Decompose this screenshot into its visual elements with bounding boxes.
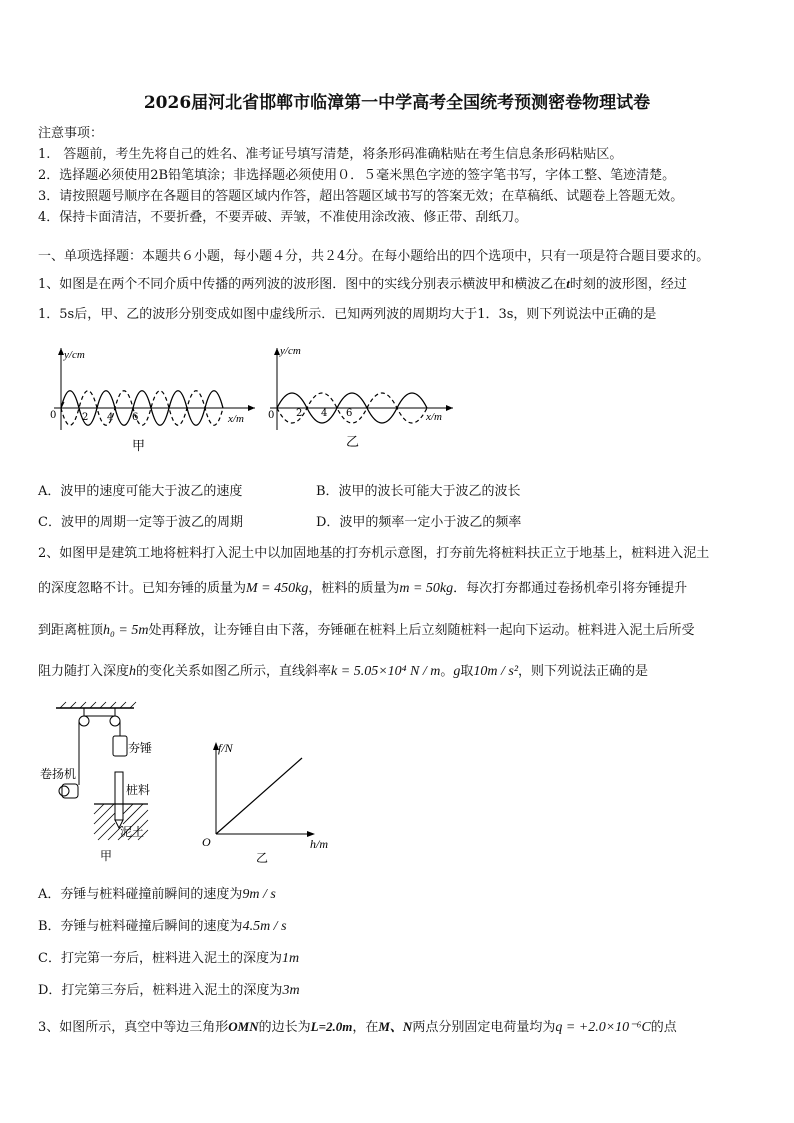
q1-text-b: 时刻的波形图，经过 [569,277,687,292]
notice-heading: 注意事项： [38,126,104,141]
q2-l4-c: 。 [440,664,454,679]
q1-line2: 1．5s后，甲、乙的波形分别变成如图中虚线所示．已知两列波的周期均大于1．3s，则下列说法中正确的是 [38,307,657,322]
q2-option-c [38,947,299,967]
option-math: 4.5m / s [242,919,287,934]
q1-option-b: B．波甲的波长可能大于波乙的波长 [316,484,521,499]
label-pile: 桩料 [126,783,151,797]
label-soil: 泥土 [120,825,145,839]
q2-g-value: 10m / s² [473,664,519,679]
section-heading: 一、单项选择题：本题共６小题，每小题４分，共２4分。在每小题给出的四个选项中，只有一项是符合题目要求的。 [38,249,710,264]
page-title: 2026届河北省邯郸市临漳第一中学高考全国统考预测密卷物理试卷 [143,93,651,113]
tick-2: 2 [296,408,303,419]
pulley-right-icon [110,716,120,726]
q2-option-a [38,883,276,903]
q3-c: ，在 [352,1020,379,1035]
q1-option-c: C．波甲的周期一定等于波乙的周期 [38,515,243,530]
label-hammer: 夯锤 [128,741,153,755]
x-label: h/m [310,837,328,851]
x-axis-arrow [446,405,453,411]
q2-l4-a: 阻力随打入深度 [38,664,130,679]
x-label: x/m [426,411,442,423]
q2-l2-a: 的深度忽略不计。已知夯锤的质量为 [38,581,247,596]
y-label: f/N [218,741,233,755]
pile-icon [115,772,123,820]
pulley-left-icon [79,716,89,726]
option-text: A．夯锤与桩料碰撞前瞬间的速度为 [38,887,243,902]
q2-l2-c: ．每次打夯都通过卷扬机牵引将夯锤提升 [453,581,688,596]
ceiling-hatch [60,702,136,708]
origin-label: 0 [50,410,57,421]
q3-e: 的点 [650,1020,677,1035]
option-math: 1m [281,951,300,966]
y-label: y/cm [64,349,85,361]
option-text: B．夯锤与桩料碰撞后瞬间的速度为 [38,919,243,934]
q2-l4-e: ，则下列说法正确的是 [518,664,649,679]
x-label: x/m [228,413,244,425]
q2-h0: h₀ = 5m [103,623,149,638]
pile-driver-figure [38,700,198,870]
notice-item-3: 3．请按照题号顺序在各题目的答题区域内作答，超出答题区域书写的答案无效；在草稿纸、试题卷上答题无效。 [38,189,684,204]
q1-t: t [566,276,570,291]
q2-k: k = 5.05×10⁴ N / m [331,664,441,679]
q3-a: 3、如图所示，真空中等边三角形 [38,1020,229,1035]
q3-omn: OMN [228,1019,259,1034]
notice-item-1: 1. 答题前，考生先将自己的姓名、准考证号填写清楚，将条形码准确粘贴在考生信息条形码粘贴区。 [38,147,623,162]
q1-line1 [38,273,687,292]
q2-h: h [129,664,137,679]
q2-option-d [38,979,300,999]
q3-d: 两点分别固定电荷量均为 [412,1020,556,1035]
force-depth-graph [198,740,348,870]
q1-text-a: 1、如图是在两个不同介质中传播的两列波的波形图．图中的实线分别表示横波甲和横波乙在 [38,277,567,292]
hammer-icon [113,736,127,756]
q3-q: q = +2.0×10⁻⁶C [555,1020,651,1035]
wave-graph-jia [40,340,260,460]
x-axis-arrow [248,405,255,411]
q2-line3 [38,619,694,639]
tick-2: 2 [82,412,89,423]
q1-option-d: D．波甲的频率一定小于波乙的频率 [316,515,522,530]
q2-l2-b: ，桩料的质量为 [308,581,400,596]
graph-caption: 乙 [346,435,360,450]
q2-option-b [38,915,287,935]
label-winch: 卷扬机 [40,767,77,781]
notice-item-2: 2．选择题必须使用2B铅笔填涂；非选择题必须使用０．５毫米黑色字迹的签字笔书写，字体工整、笔迹清楚。 [38,168,676,183]
wave-graph-yi [258,340,458,460]
tick-4: 4 [321,408,328,419]
tick-6: 6 [346,408,353,419]
q1-option-a: A．波甲的速度可能大于波乙的速度 [38,484,243,499]
option-math: 3m [282,983,300,998]
q2-mass-pile: m = 50kg [399,581,454,596]
q2-l3-a: 到距离桩顶 [38,623,104,638]
figure-caption: 甲 [100,849,113,863]
q3-L: L=2.0m [310,1019,353,1034]
q2-mass-hammer: M = 450kg [246,581,309,596]
tick-4: 4 [107,412,114,423]
origin-label: O [202,835,211,849]
q2-l3-b: 处再释放，让夯锤自由下落，夯锤砸在桩料上后立刻随桩料一起向下运动。桩料进入泥土后所受 [148,623,695,638]
graph-caption: 乙 [256,851,269,865]
y-label: y/cm [280,345,301,357]
q2-line2 [38,577,687,597]
notice-item-4: 4．保持卡面清洁，不要折叠，不要弄破、弄皱，不准使用涂改液、修正带、刮纸刀。 [38,210,528,225]
option-text: C．打完第一夯后，桩料进入泥土的深度为 [38,951,282,966]
q3-b: 的边长为 [258,1020,311,1035]
tick-6: 6 [132,412,139,423]
graph-caption: 甲 [132,439,146,454]
origin-label: 0 [268,410,275,421]
q3-line1 [38,1016,677,1036]
option-text: D．打完第三夯后，桩料进入泥土的深度为 [38,983,283,998]
q2-l4-b: 的变化关系如图乙所示，直线斜率 [136,664,332,679]
q2-l4-d: 取 [460,664,474,679]
q3-mn: M、N [378,1019,413,1034]
q2-g: g [453,664,461,679]
force-line [216,758,302,834]
q2-line1: 2、如图甲是建筑工地将桩料打入泥土中以加固地基的打夯机示意图，打夯前先将桩料扶正立于地基上，桩料进入泥土 [38,546,710,561]
option-math: 9m / s [242,887,276,902]
q2-line4 [38,660,648,680]
